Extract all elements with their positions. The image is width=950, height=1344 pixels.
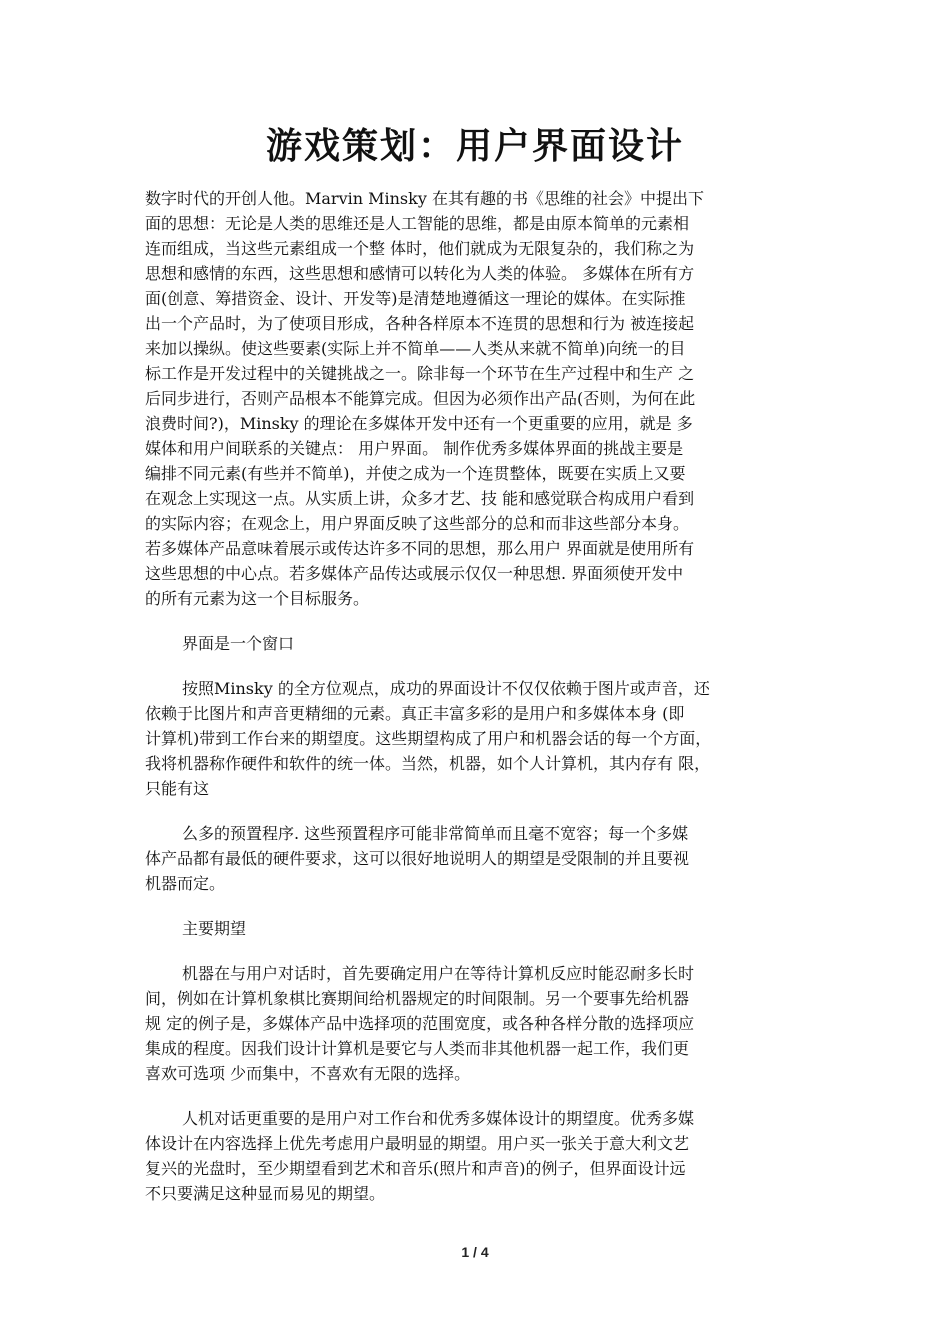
text-line: 机器而定。: [145, 874, 226, 893]
text-line: 规 定的例子是，多媒体产品中选择项的范围宽度，或各种各样分散的选择项应: [145, 1014, 695, 1033]
text-line: 连而组成，当这些元素组成一个整 体时，他们就成为无限复杂的，我们称之为: [145, 239, 695, 258]
text-line: 思想和感情的东西，这些思想和感情可以转化为人类的体验。 多媒体在所有方: [145, 264, 695, 283]
text-line: 这些思想的中心点。若多媒体产品传达或展示仅仅一种思想. 界面须使开发中: [145, 564, 684, 583]
section-heading-expectations: 主要期望: [182, 919, 247, 938]
document-title: 游戏策划：用户界面设计: [265, 126, 684, 167]
text-line: 面的思想：无论是人类的思维还是人工智能的思维，都是由原本简单的元素相: [145, 214, 690, 233]
text-line: 若多媒体产品意味着展示或传达许多不同的思想，那么用户 界面就是使用所有: [145, 539, 695, 558]
text-line: 在观念上实现这一点。从实质上讲，众多才艺、技 能和感觉联合构成用户看到: [145, 489, 695, 508]
paragraph-presets: [145, 821, 810, 896]
paragraph-expectations: [145, 961, 810, 1086]
text-line: 计算机)带到工作台来的期望度。这些期望构成了用户和机器会话的每一个方面，: [145, 729, 712, 748]
text-line: 按照Minsky 的全方位观点，成功的界面设计不仅仅依赖于图片或声音，还: [182, 679, 710, 698]
text-line: 数字时代的开创人他。Marvin Minsky 在其有趣的书《思维的社会》中提出下: [145, 189, 704, 208]
text-line: 么多的预置程序. 这些预置程序可能非常简单而且毫不宽容；每一个多媒: [182, 824, 689, 843]
paragraph-window: [145, 676, 810, 801]
text-line: 的实际内容；在观念上，用户界面反映了这些部分的总和而非这些部分本身。: [145, 514, 690, 533]
text-line: 编排不同元素(有些并不简单)，并使之成为一个连贯整体，既要在实质上又要: [145, 464, 686, 483]
text-line: 体设计在内容选择上优先考虑用户最明显的期望。用户买一张关于意大利文艺: [145, 1134, 690, 1153]
text-line: 体产品都有最低的硬件要求，这可以很好地说明人的期望是受限制的并且要视: [145, 849, 690, 868]
text-line: 浪费时间?)，Minsky 的理论在多媒体开发中还有一个更重要的应用，就是 多: [145, 414, 693, 433]
text-line: 面(创意、筹措资金、设计、开发等)是清楚地遵循这一理论的媒体。在实际推: [145, 289, 686, 308]
section-heading-window: 界面是一个窗口: [182, 634, 295, 653]
text-line: 标工作是开发过程中的关键挑战之一。除非每一个环节在生产过程中和生产 之: [145, 364, 695, 383]
text-line: 我将机器称作硬件和软件的统一体。当然，机器，如个人计算机，其内存有 限，: [145, 754, 711, 773]
text-line: 媒体和用户间联系的关键点： 用户界面。 制作优秀多媒体界面的挑战主要是: [145, 439, 684, 458]
text-line: 复兴的光盘时，至少期望看到艺术和音乐(照片和声音)的例子，但界面设计远: [145, 1159, 686, 1178]
text-line: 只能有这: [145, 779, 210, 798]
text-line: 喜欢可选项 少而集中，不喜欢有无限的选择。: [145, 1064, 471, 1083]
text-line: 出一个产品时，为了使项目形成，各种各样原本不连贯的思想和行为 被连接起: [145, 314, 695, 333]
text-line: 后同步进行，否则产品根本不能算完成。但因为必须作出产品(否则，为何在此: [145, 389, 696, 408]
text-line: 人机对话更重要的是用户对工作台和优秀多媒体设计的期望度。优秀多媒: [182, 1109, 695, 1128]
text-line: 依赖于比图片和声音更精细的元素。真正丰富多彩的是用户和多媒体本身 (即: [145, 704, 685, 723]
text-line: 机器在与用户对话时，首先要确定用户在等待计算机反应时能忍耐多长时: [182, 964, 695, 983]
text-line: 间，例如在计算机象棋比赛期间给机器规定的时间限制。另一个要事先给机器: [145, 989, 690, 1008]
page-number: 1 / 4: [461, 1244, 489, 1260]
text-line: 来加以操纵。使这些要素(实际上并不简单——人类从来就不简单)向统一的目: [145, 339, 686, 358]
document-body: [145, 186, 810, 1206]
paragraph-dialogue: [145, 1106, 810, 1206]
paragraph-intro: [145, 186, 810, 611]
text-line: 的所有元素为这一个目标服务。: [145, 589, 370, 608]
text-line: 集成的程度。因我们设计计算机是要它与人类而非其他机器一起工作，我们更: [145, 1039, 690, 1058]
text-line: 不只要满足这种显而易见的期望。: [145, 1184, 386, 1203]
